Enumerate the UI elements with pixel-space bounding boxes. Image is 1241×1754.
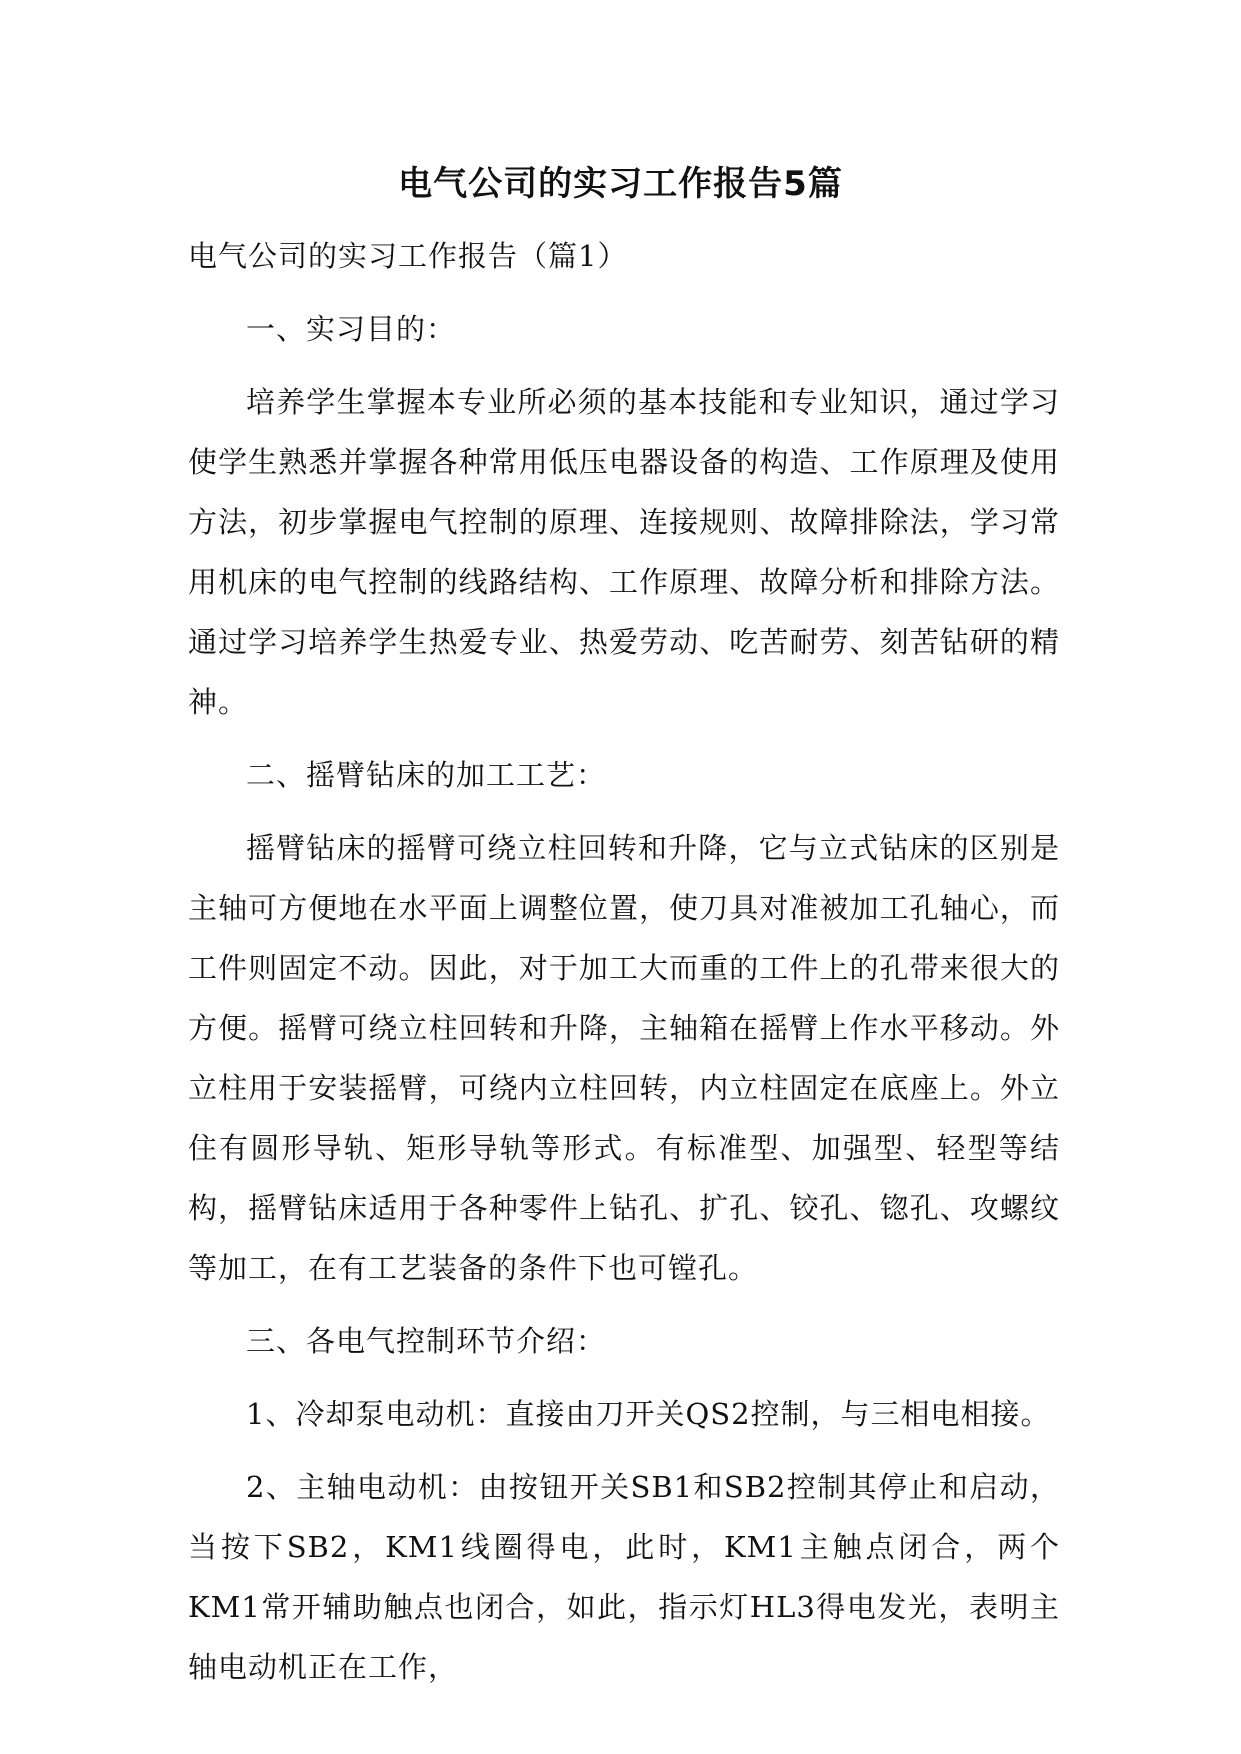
document-title: 电气公司的实习工作报告5篇 [398, 164, 843, 204]
document-subtitle: 电气公司的实习工作报告（篇1） [188, 239, 628, 273]
section-heading-control: 三、各电气控制环节介绍： [246, 1324, 607, 1358]
paragraph-cooling-pump: 1、冷却泵电动机：直接由刀开关QS2控制，与三相电相接。 [246, 1397, 1051, 1431]
section-heading-process: 二、摇臂钻床的加工工艺： [246, 758, 607, 792]
paragraph-process: 摇臂钻床的摇臂可绕立柱回转和升降，它与立式钻床的区别是主轴可方便地在水平面上调整位置，使刀具对准被加工孔轴心，而工件则固定不动。因此，对于加工大而重的工件上的孔带来很大的方便。摇臂可绕立柱回转和升降，主轴箱在摇臂上作水平移动。外立柱用于安装摇臂，可绕内立柱回转，内立柱固定在底座上。外立住有圆形导轨、矩形导轨等形式。有标准型、加强型、轻型等结构，摇臂钻床适用于各种零件上钻孔、扩孔、铰孔、锪孔、攻螺纹等加工，在有工艺装备的条件下也可镗孔。 [188, 831, 1060, 1285]
section-heading-purpose: 一、实习目的： [246, 312, 457, 346]
paragraph-spindle-motor: 2、主轴电动机：由按钮开关SB1和SB2控制其停止和启动，当按下SB2，KM1线圈得电，此时，KM1主触点闭合，两个KM1常开辅助触点也闭合，如此，指示灯HL3得电发光，表明主轴电动机正在工作， [188, 1470, 1060, 1684]
document-body [188, 226, 1060, 1710]
paragraph-purpose: 培养学生掌握本专业所必须的基本技能和专业知识，通过学习使学生熟悉并掌握各种常用低压电器设备的构造、工作原理及使用方法，初步掌握电气控制的原理、连接规则、故障排除法，学习常用机床的电气控制的线路结构、工作原理、故障分析和排除方法。通过学习培养学生热爱专业、热爱劳动、吃苦耐劳、刻苦钻研的精神。 [188, 385, 1060, 719]
